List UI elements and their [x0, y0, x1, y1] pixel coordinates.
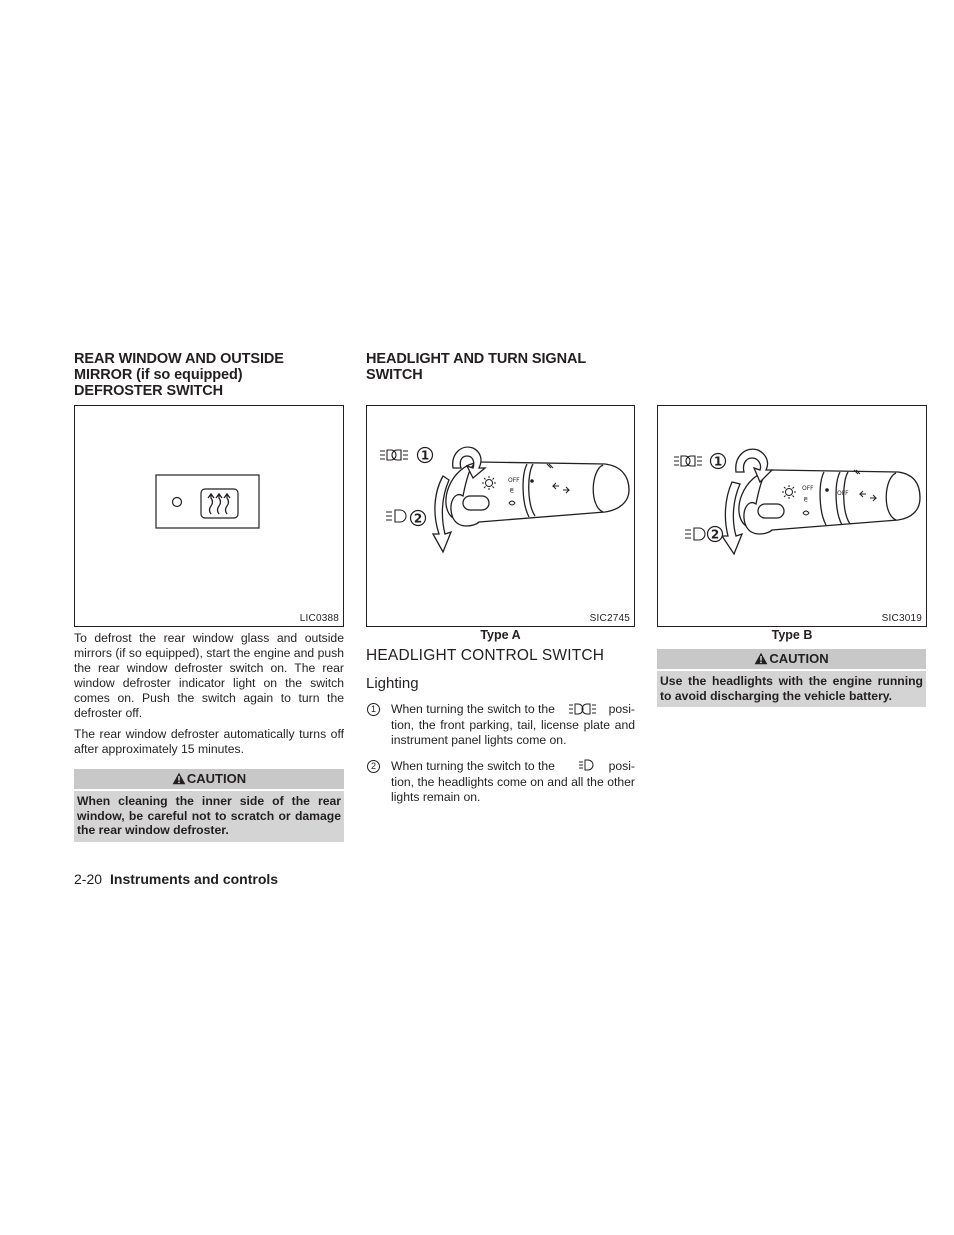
list-item-text-end: posi-	[608, 702, 635, 716]
parking-light-icon	[568, 703, 600, 715]
parking-light-icon	[674, 456, 702, 466]
list-item-text-start: When turning the switch to the	[391, 702, 555, 716]
caution-text: When cleaning the inner side of the rear window, be careful not to scratch or damage the rear window defroster.	[74, 791, 344, 842]
headlight-switch-type-a-illustration	[367, 406, 634, 626]
headlight-icon	[685, 528, 705, 540]
paragraph: To defrost the rear window glass and outside mirrors (if so equipped), start the engine and push the rear window defroster switch on. The rear window defroster indicator light on the switch comes on. Push the switch again to turn the defroster off.	[74, 631, 344, 720]
figure-defroster-switch	[74, 405, 344, 627]
figure-switch-type-a	[366, 405, 635, 627]
caution-box	[74, 769, 344, 842]
indicator-light-icon	[173, 498, 182, 507]
headlight-switch-type-b-illustration	[658, 406, 926, 626]
caution-text: Use the headlights with the engine running to avoid discharging the vehicle battery.	[657, 671, 926, 707]
warning-triangle-icon	[754, 652, 768, 665]
item-number: 2	[367, 760, 380, 773]
paragraph: The rear window defroster automatically turns off after approximately 15 minutes.	[74, 727, 344, 756]
headlight-icon	[386, 510, 406, 522]
caution-box	[657, 649, 926, 707]
figure-code: LIC0388	[299, 613, 339, 624]
subheading: HEADLIGHT CONTROL SWITCH	[366, 647, 605, 664]
marker-circle	[411, 511, 426, 526]
caution-header	[74, 769, 344, 789]
heading-line: DEFROSTER SWITCH	[74, 383, 224, 399]
warning-triangle-icon	[172, 772, 186, 785]
section-heading-defroster	[74, 351, 344, 399]
page-footer	[74, 871, 278, 887]
caution-title: CAUTION	[186, 771, 247, 786]
defroster-switch-illustration	[75, 406, 343, 626]
off-label: OFF	[508, 477, 520, 484]
caution-title: CAUTION	[769, 651, 829, 666]
caution-header	[657, 649, 926, 669]
figure-caption: Type B	[771, 628, 813, 642]
list-item	[366, 702, 636, 750]
off-label: OFF	[802, 485, 814, 492]
list-item	[366, 759, 636, 807]
heading-line: SWITCH	[366, 367, 423, 383]
svg-text:2: 2	[710, 527, 720, 542]
figure-switch-type-b	[657, 405, 927, 627]
heading-line: HEADLIGHT AND TURN SIGNAL	[366, 351, 587, 367]
svg-text:1: 1	[713, 454, 723, 469]
off-label: OFF	[837, 490, 849, 497]
rear-defroster-icon	[208, 494, 230, 514]
marker-circle	[708, 527, 723, 542]
list-item-text	[391, 759, 635, 806]
marker-circle	[711, 454, 726, 469]
list-item-text-start: When turning the switch to the	[391, 759, 555, 773]
list-item-text-rest: tion, the front parking, tail, license plate and instrument panel lights come on.	[391, 717, 635, 747]
heading-line: REAR WINDOW AND OUTSIDE	[74, 351, 284, 367]
item-number: 1	[367, 703, 380, 716]
svg-text:2: 2	[413, 511, 423, 526]
figure-code: SIC2745	[589, 613, 630, 624]
list-item-text	[391, 702, 635, 749]
section-heading-headlight	[366, 351, 636, 383]
figure-code: SIC3019	[881, 613, 922, 624]
figure-caption: Type A	[480, 628, 521, 642]
marker-circle	[418, 448, 433, 463]
list-item-text-rest: tion, the headlights come on and all the other lights remain on.	[391, 774, 635, 804]
svg-text:⋷: ⋷	[509, 487, 515, 495]
sub-subheading: Lighting	[366, 675, 419, 692]
svg-text:1: 1	[420, 448, 430, 463]
page-number: 2-20	[74, 871, 103, 887]
parking-light-icon	[380, 450, 408, 460]
headlight-icon	[578, 759, 594, 771]
heading-line: MIRROR (if so equipped)	[74, 367, 243, 383]
list-item-text-end: posi-	[608, 759, 635, 773]
section-title: Instruments and controls	[110, 871, 279, 887]
svg-text:⋷: ⋷	[803, 496, 809, 504]
